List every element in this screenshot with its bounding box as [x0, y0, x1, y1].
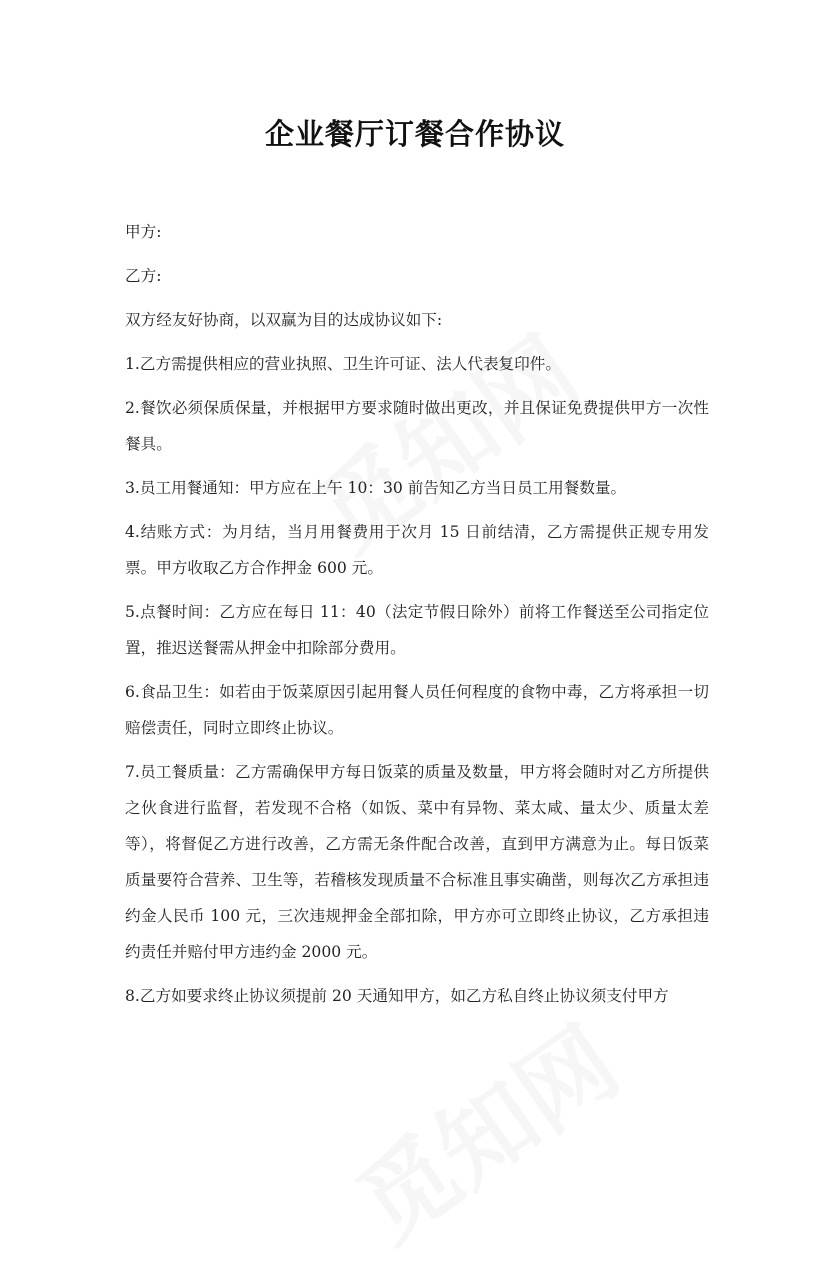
document-title: 企业餐厅订餐合作协议 [264, 117, 565, 151]
party-a-line: 甲方: [125, 223, 162, 241]
clause-7: 7.员工餐质量：乙方需确保甲方每日饭菜的质量及数量，甲方将会随时对乙方所提供之伙食进行监督，若发现不合格（如饭、菜中有异物、菜太咸、量太少、质量太差等），将督促乙方进行改善，乙方需无条件配合改善，直到甲方满意为止。每日饭菜质量要符合营养、卫生等，若稽核发现质量不合标准且事实确凿，则每次乙方承担违约金人民币 100 元，三次违规押金全部扣除，甲方亦可立即终止协议，乙方承担违约责任并赔付甲方违约金 2000 元。 [125, 763, 709, 961]
clause-4: 4.结账方式：为月结，当月用餐费用于次月 15 日前结清，乙方需提供正规专用发票。甲方收取乙方合作押金 600 元。 [125, 523, 709, 577]
watermark [327, 990, 641, 1267]
clause-5: 5.点餐时间：乙方应在每日 11：40（法定节假日除外）前将工作餐送至公司指定位置，推迟送餐需从押金中扣除部分费用。 [125, 603, 709, 657]
clause-3: 3.员工用餐通知：甲方应在上午 10：30 前告知乙方当日员工用餐数量。 [125, 479, 627, 497]
intro-paragraph: 双方经友好协商，以双赢为目的达成协议如下: [125, 311, 443, 329]
clause-2: 2.餐饮必须保质保量，并根据甲方要求随时做出更改，并且保证免费提供甲方一次性餐具。 [125, 399, 709, 453]
document-body [125, 214, 709, 1022]
party-b-line: 乙方: [125, 267, 162, 285]
clause-8: 8.乙方如要求终止协议须提前 20 天通知甲方，如乙方私自终止协议须支付甲方 [125, 987, 669, 1005]
clause-6: 6.食品卫生：如若由于饭菜原因引起用餐人员任何程度的食物中毒，乙方将承担一切赔偿责任，同时立即终止协议。 [125, 683, 709, 737]
clause-1: 1.乙方需提供相应的营业执照、卫生许可证、法人代表复印件。 [125, 355, 561, 373]
